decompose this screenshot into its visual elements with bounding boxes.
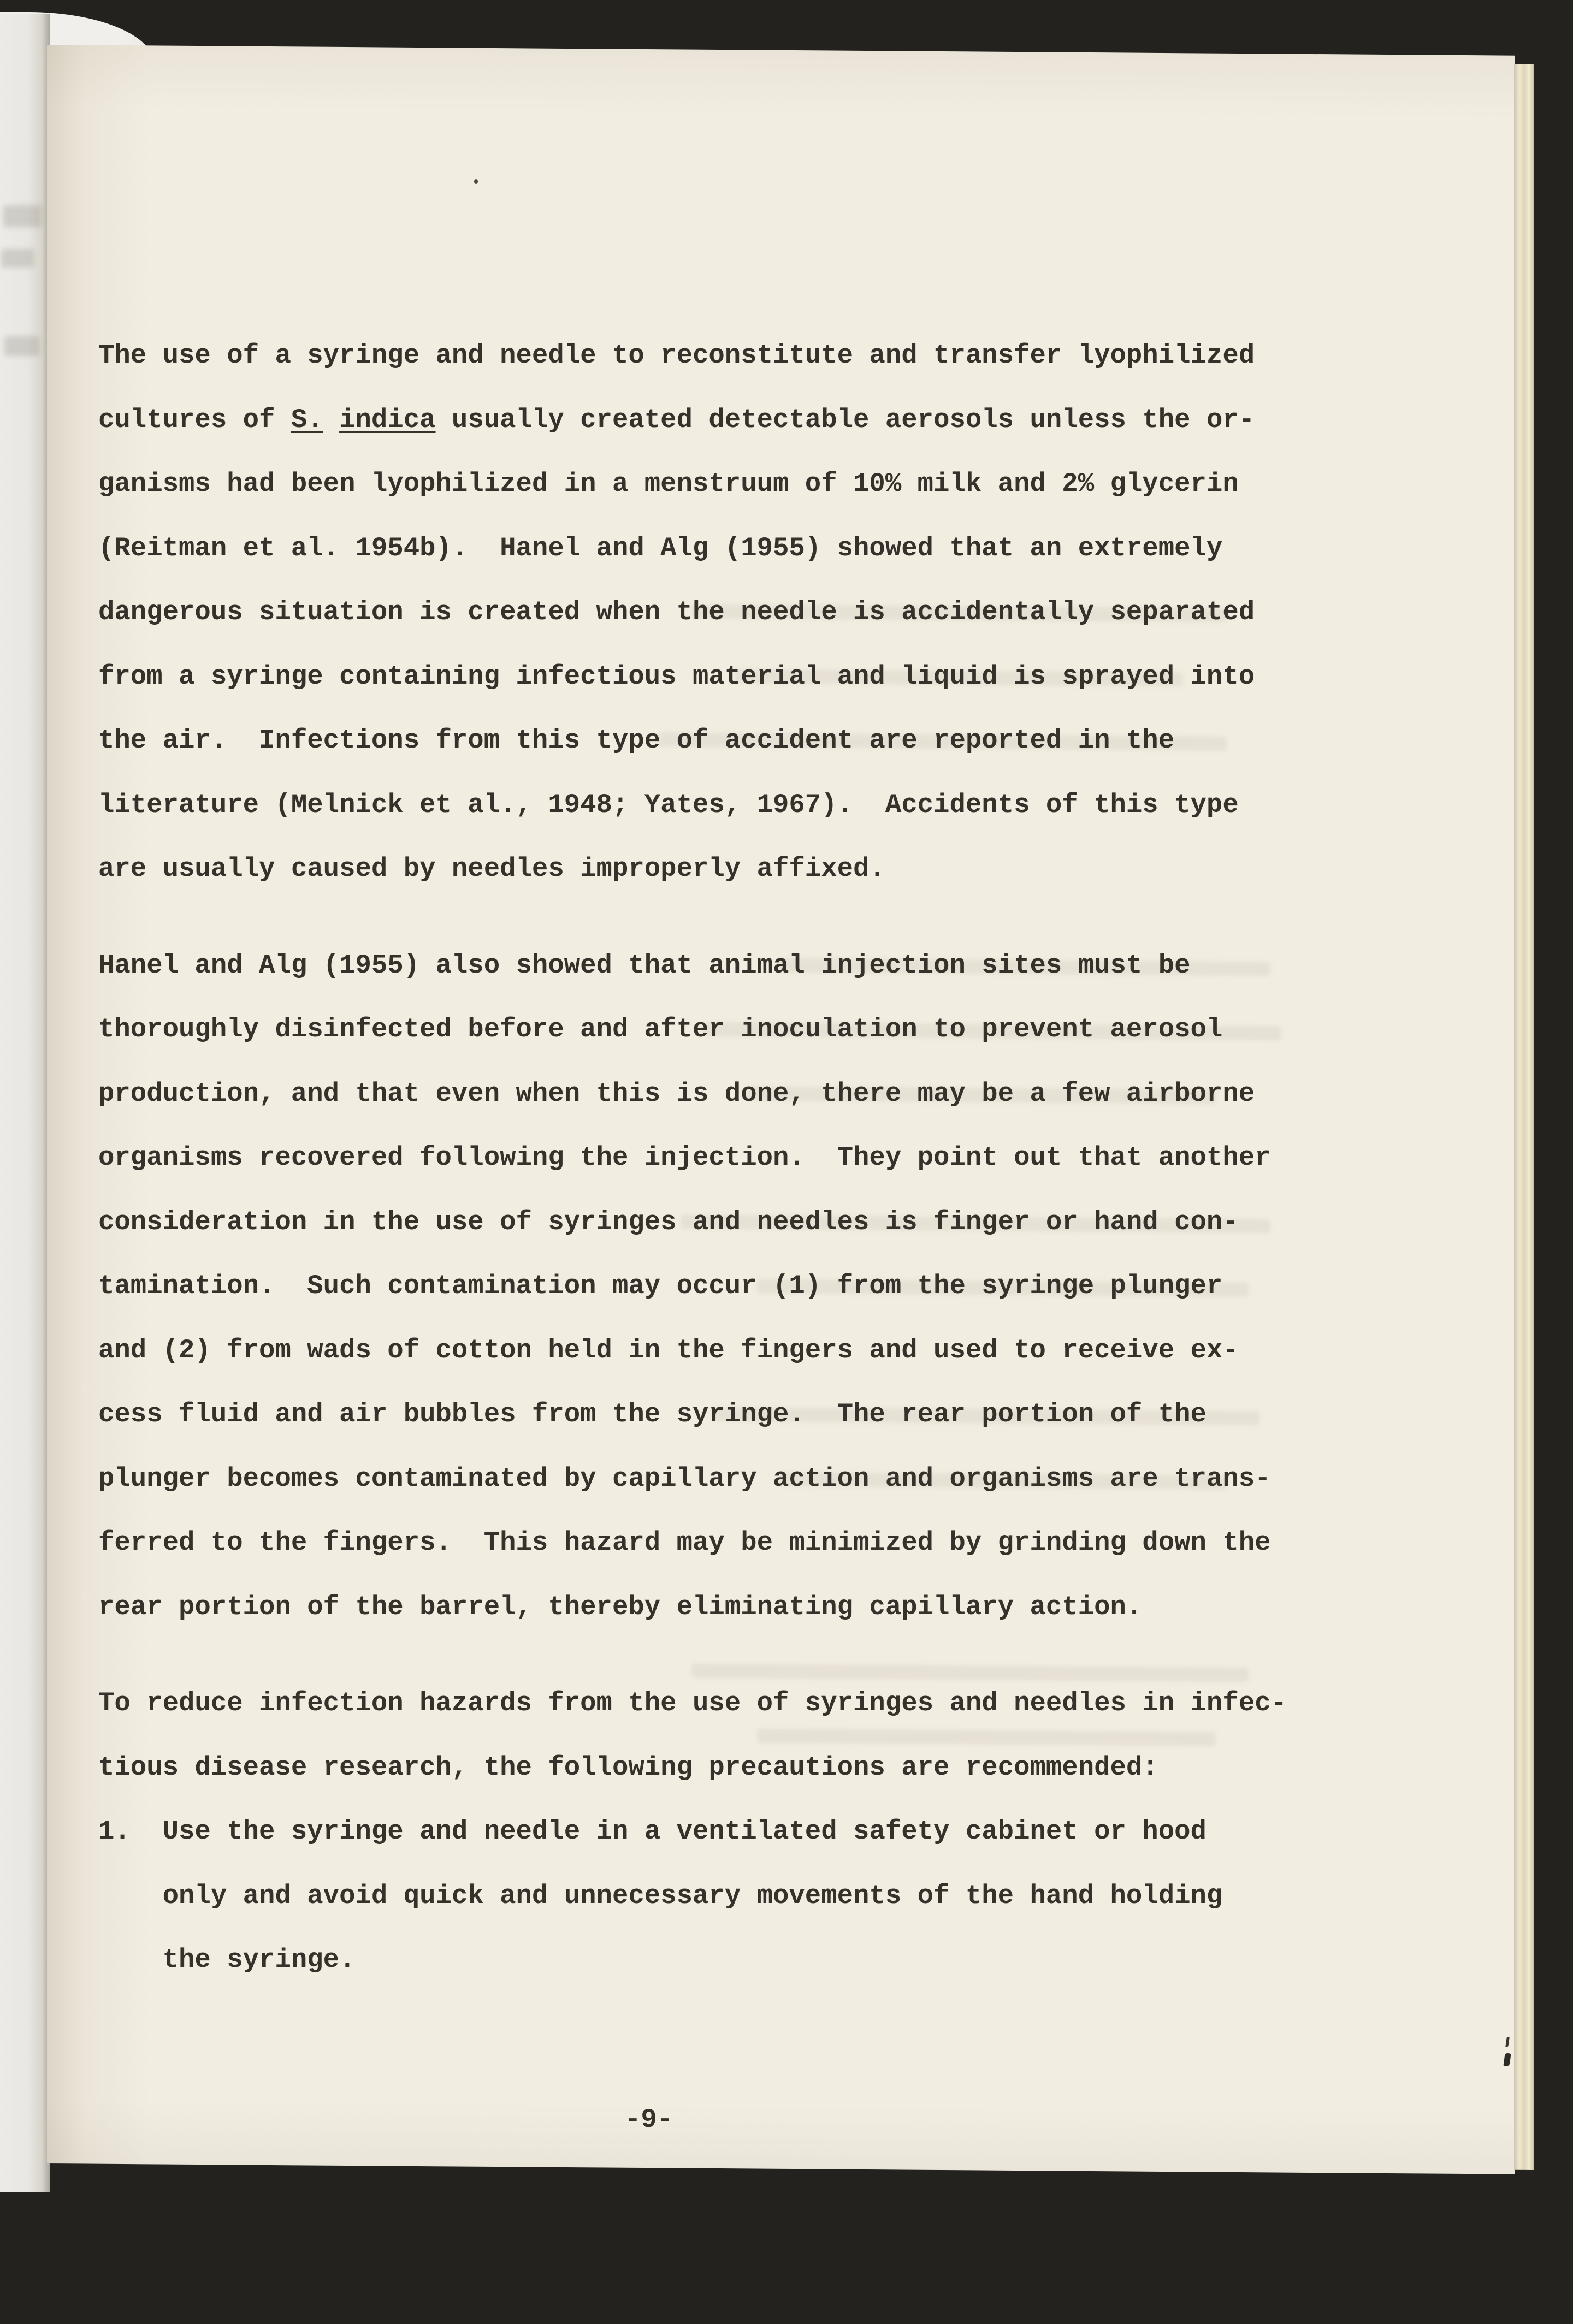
numbered-list-item-1 — [98, 1800, 1515, 1993]
text-line: are usually caused by needles improperly affixed. — [98, 853, 885, 884]
text-line: from a syringe containing infectious material and liquid is sprayed into — [98, 661, 1255, 692]
text-line: the syringe. — [98, 1944, 356, 1975]
text-line: production, and that even when this is done, there may be a few airborne — [98, 1078, 1255, 1109]
underlined-text: indica — [339, 404, 436, 435]
ink-speck — [1503, 2053, 1511, 2066]
text-line: organisms recovered following the injection. They point out that another — [98, 1142, 1271, 1173]
paragraph-3 — [98, 1671, 1515, 1800]
bleed-through-mark — [4, 336, 39, 356]
bleed-through-mark — [1, 249, 34, 268]
text-line: and (2) from wads of cotton held in the fingers and used to receive ex- — [98, 1335, 1239, 1366]
text-block — [98, 324, 1515, 1993]
text-line: ganisms had been lyophilized in a menstruum of 10% milk and 2% glycerin — [98, 469, 1239, 499]
text-line: ferred to the fingers. This hazard may be minimized by grinding down the — [98, 1527, 1271, 1558]
page-edge-stack — [1514, 64, 1534, 2170]
text-line: only and avoid quick and unnecessary movements of the hand holding — [98, 1880, 1223, 1911]
text-line: thoroughly disinfected before and after inoculation to prevent aerosol — [98, 1014, 1223, 1045]
text-line: cultures of S. indica usually created detectable aerosols unless the or- — [98, 404, 1255, 435]
ink-speck — [474, 179, 478, 184]
typewritten-text — [47, 45, 1515, 2163]
document-page — [47, 45, 1515, 2174]
underlined-text: S. — [291, 404, 323, 435]
text-line: literature (Melnick et al., 1948; Yates, 1967). Accidents of this type — [98, 789, 1239, 820]
text-line: cess fluid and air bubbles from the syringe. The rear portion of the — [98, 1399, 1207, 1430]
paragraph-1 — [98, 324, 1515, 902]
text-line: the air. Infections from this type of accident are reported in the — [98, 725, 1175, 756]
text-line: tamination. Such contamination may occur (1) from the syringe plunger — [98, 1271, 1223, 1301]
text-line: Hanel and Alg (1955) also showed that animal injection sites must be — [98, 950, 1191, 981]
paragraph-2 — [98, 934, 1515, 1640]
text-line: (Reitman et al. 1954b). Hanel and Alg (1955) showed that an extremely — [98, 532, 1223, 564]
text-line: rear portion of the barrel, thereby eliminating capillary action. — [98, 1591, 1143, 1622]
text-line: The use of a syringe and needle to reconstitute and transfer lyophilized — [98, 340, 1255, 371]
text-line: tious disease research, the following precautions are recommended: — [98, 1752, 1158, 1783]
text-line: consideration in the use of syringes and needles is finger or hand con- — [98, 1206, 1239, 1237]
text-line: 1. Use the syringe and needle in a ventilated safety cabinet or hood — [98, 1816, 1207, 1847]
page-number: -9- — [625, 2104, 673, 2135]
text-line: plunger becomes contaminated by capillary action and organisms are trans- — [98, 1463, 1271, 1494]
adjacent-page-edge — [0, 14, 50, 2192]
text-line: dangerous situation is created when the needle is accidentally separated — [98, 597, 1255, 627]
text-line: To reduce infection hazards from the use of syringes and needles in infec- — [98, 1688, 1287, 1718]
bleed-through-mark — [3, 205, 42, 227]
